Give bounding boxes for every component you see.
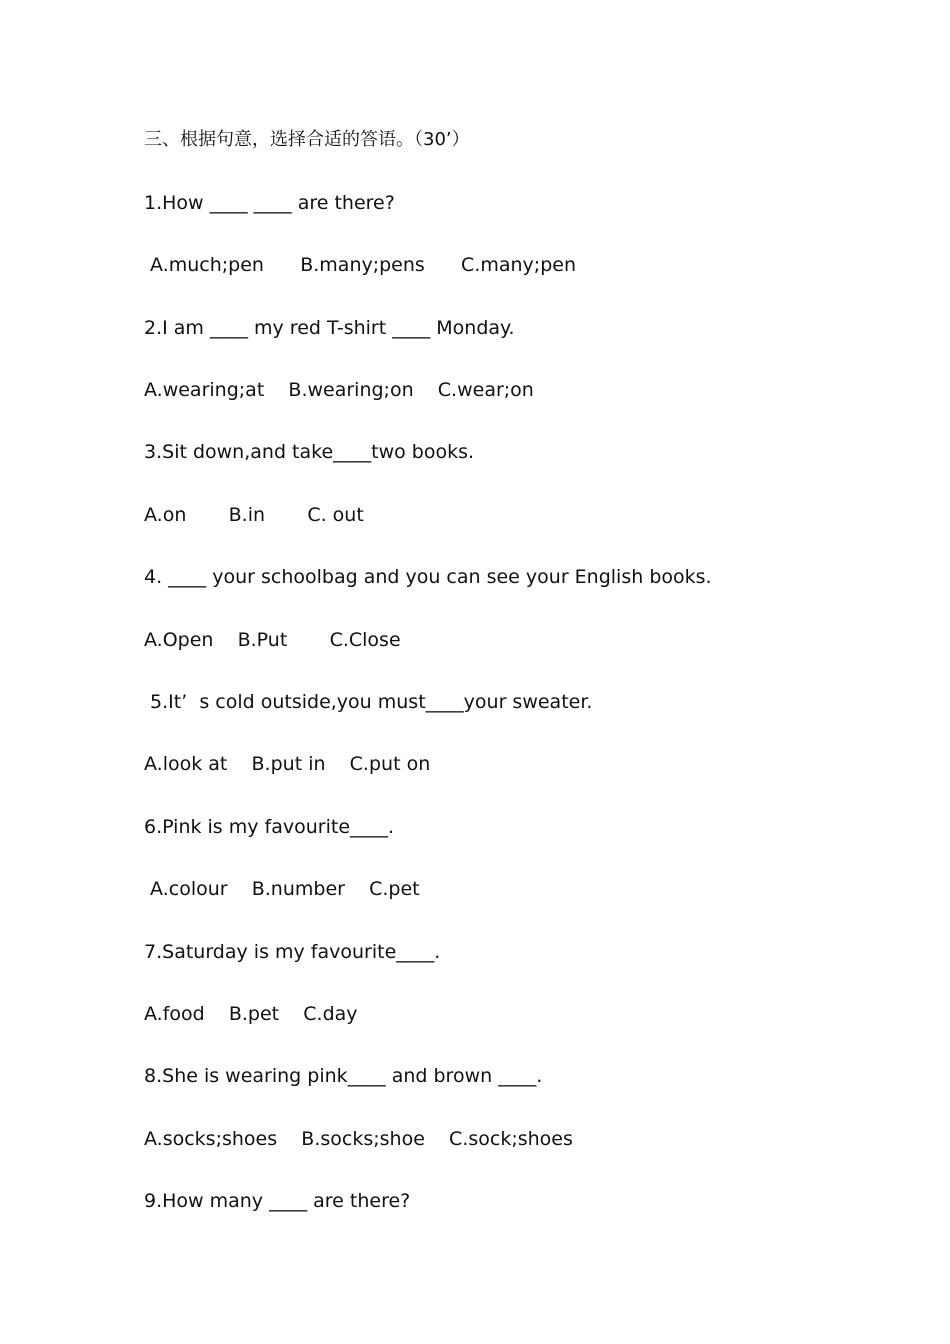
question-6-options: A.colour B.number C.pet (144, 878, 420, 900)
question-7-stem: 7.Saturday is my favourite____. (144, 941, 441, 963)
question-5-options: A.look at B.put in C.put on (144, 753, 431, 775)
question-6-stem: 6.Pink is my favourite____. (144, 816, 395, 838)
question-3-stem: 3.Sit down,and take____two books. (144, 441, 475, 463)
question-2-options: A.wearing;at B.wearing;on C.wear;on (144, 379, 534, 401)
question-9-stem: 9.How many ____ are there? (144, 1190, 411, 1212)
question-7-options: A.food B.pet C.day (144, 1003, 358, 1025)
question-2-stem: 2.I am ____ my red T-shirt ____ Monday. (144, 317, 515, 339)
question-8-options: A.socks;shoes B.socks;shoe C.sock;shoes (144, 1128, 573, 1150)
question-4-stem: 4. ____ your schoolbag and you can see your English books. (144, 566, 712, 588)
question-3-options: A.on B.in C. out (144, 504, 364, 526)
question-1-options: A.much;pen B.many;pens C.many;pen (144, 254, 576, 276)
question-5-stem: 5.It’ s cold outside,you must____your sweater. (144, 691, 593, 713)
section-title: 三、根据句意，选择合适的答语。（30’） (144, 129, 470, 150)
question-4-options: A.Open B.Put C.Close (144, 629, 401, 651)
question-8-stem: 8.She is wearing pink____ and brown ____. (144, 1065, 543, 1087)
question-1-stem: 1.How ____ ____ are there? (144, 192, 395, 214)
